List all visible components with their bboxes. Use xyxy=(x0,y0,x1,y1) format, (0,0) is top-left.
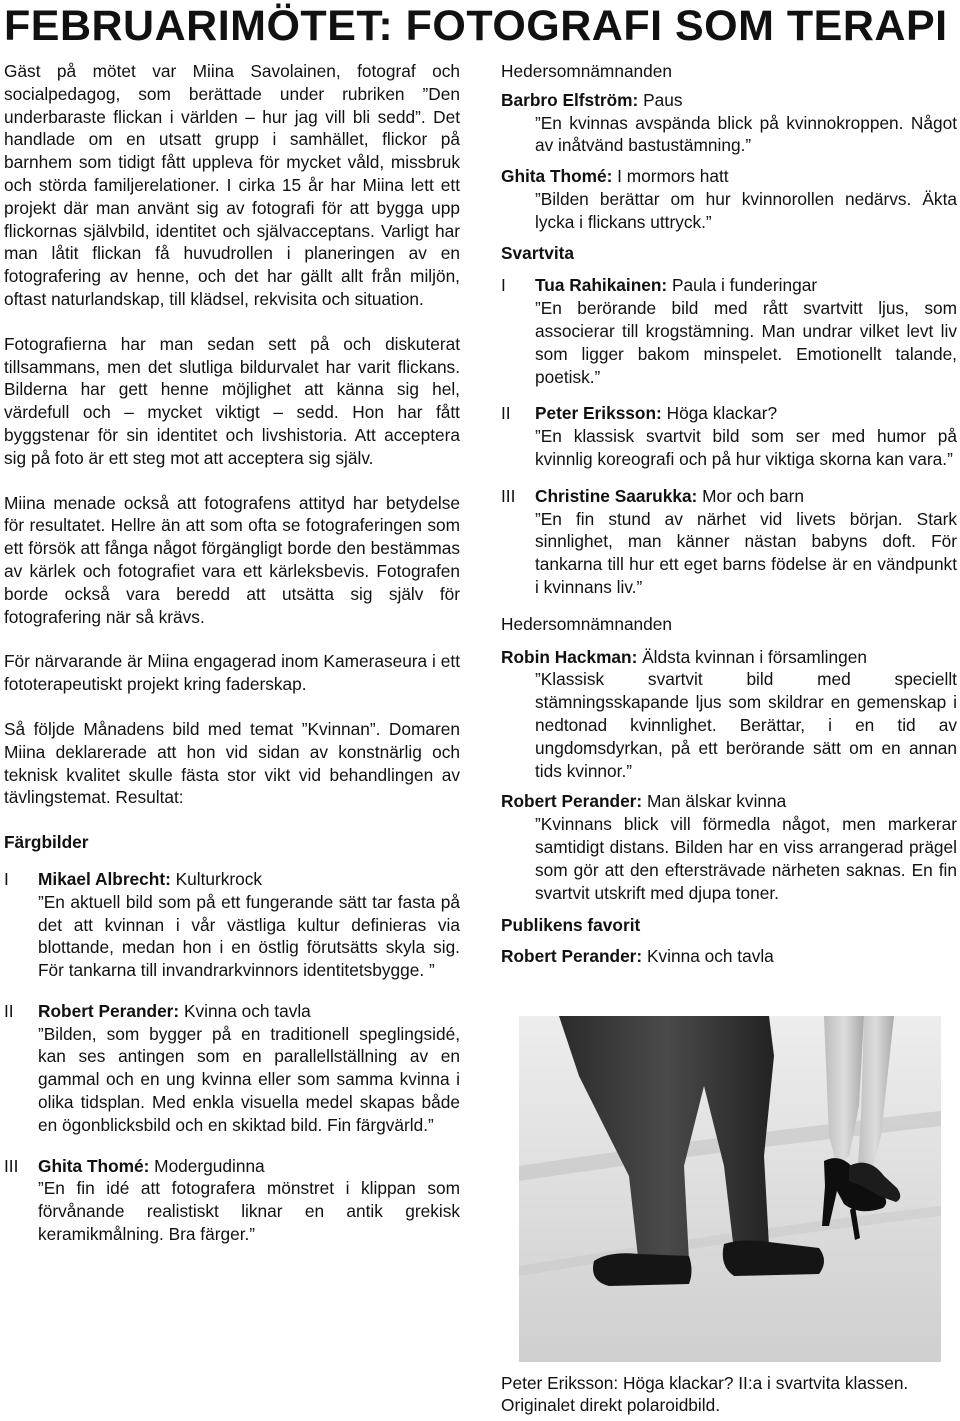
work-title: Modergudinna xyxy=(149,1155,265,1176)
photographer-name: Tua Rahikainen: xyxy=(535,275,668,296)
bw-entry xyxy=(501,402,957,470)
honorable-entry xyxy=(501,646,957,783)
photo-caption: Peter Eriksson: Höga klackar? II:a i svartvita klassen. Originalet direkt polaroidbild. xyxy=(501,1373,909,1415)
color-entry xyxy=(4,868,460,982)
photographer-name: Ghita Thomé: xyxy=(38,1155,150,1176)
rank-number: I xyxy=(501,275,506,296)
photographer-name: Robert Perander: xyxy=(501,946,643,967)
jury-comment: ”Bilden, som bygger på en traditionell speglingsidé, kan ses antingen som en parallellställning av en gammal och en ung kvinna eller som samma kvinna i olika tidsplan. Med enkla visuella medel skapas både en ögonblicksbild och en skiktad bild. Fin färgvärld.” xyxy=(38,1023,460,1135)
jury-comment: ”En klassisk svartvit bild som ser med humor på kvinnlig koreografi och på hur viktiga skorna kan vara.” xyxy=(535,426,957,469)
honorable-entry xyxy=(501,165,957,233)
work-title: Äldsta kvinnan i församlingen xyxy=(637,646,867,667)
rank-number: I xyxy=(4,868,9,889)
photographer-name: Robin Hackman: xyxy=(501,646,638,667)
paragraph: För närvarande är Miina engagerad inom Kameraseura i ett fototerapeutiskt projekt kring faderskap. xyxy=(4,651,460,695)
honorable-mentions-label: Hedersomnämnanden xyxy=(501,61,672,81)
color-section-heading: Färgbilder xyxy=(4,832,89,853)
work-title: I mormors hatt xyxy=(612,166,729,187)
paragraph: Så följde Månadens bild med temat ”Kvinnan”. Domaren Miina deklarerade att hon vid sidan av konstnärlig och teknisk kvalitet skulle fästa stor vikt vid behandlingen av tävlingstemat. Resultat: xyxy=(4,718,460,808)
photographer-name: Barbro Elfström: xyxy=(501,89,639,110)
work-title: Paula i funderingar xyxy=(667,275,818,296)
right-column xyxy=(501,60,957,968)
jury-comment: ”Kvinnans blick vill förmedla något, men markerar samtidigt distans. Bilden har en viss arrangerad prägel som gör att den eftersträvade närheten saknas. En fin svartvit utskrift med djupa toner. xyxy=(535,814,957,903)
left-column xyxy=(4,60,460,1260)
photographer-name: Peter Eriksson: xyxy=(535,403,662,424)
work-title: Paus xyxy=(638,89,683,110)
jury-comment: ”En fin idé att fotografera mönstret i klippan som förvånande realistiskt liknar en antik grekisk keramikmålning. Bra färger.” xyxy=(38,1178,460,1245)
paragraph: Gäst på mötet var Miina Savolainen, fotograf och socialpedagog, som berättade under rubriken ”Den underbaraste flickan i världen – hur jag vill bli sedd”. Det handlade om en utsatt grupp i samhället, flickor på barnhem som tidigt fått uppleva för mycket våld, missbruk och störda familjerelationer. I cirka 15 år har Miina lett ett projekt där man använt sig av fotografi för att bygga upp flickornas självbild, identitet och självacceptans. Varligt har man låtit flickan få huvudrollen i planeringen av en fotografering av henne, och det har gällt allt från miljön, oftast naturlandskap, till klädsel, rekvisita och situation. xyxy=(4,61,460,309)
honorable-entry xyxy=(501,790,957,904)
photographer-name: Mikael Albrecht: xyxy=(38,868,171,889)
color-entry xyxy=(4,1155,460,1246)
photo-high-heels xyxy=(519,1016,941,1362)
bw-entry xyxy=(501,274,957,388)
jury-comment: ”Bilden berättar om hur kvinnorollen nedärvs. Äkta lycka i flickans uttryck.” xyxy=(535,188,957,232)
bw-section-heading: Svartvita xyxy=(501,242,575,263)
jury-comment: ”Klassisk svartvit bild med speciellt stämningsskapande ljus som skildrar en gemenskap i nedtonad kvinnlighet. Berättar, i en tid av ungdomsdyrkan, på ett berörande sätt om en annan tids kvinnor.” xyxy=(535,669,957,781)
jury-comment: ”En aktuell bild som på ett fungerande sätt tar fasta på det att kvinnan i vår västliga kultur definieras via blottande, medan hon i en östlig förutsätts skyla sig. För tankarna till invandrarkvinnors identitetsbygge. ” xyxy=(38,891,460,981)
work-title: Mor och barn xyxy=(697,485,804,506)
jury-comment: ”En berörande bild med rått svartvitt ljus, som associerar till krogstämning. Man undrar vilket levt liv som ligger bakom minspelet. Emotionellt talande, poetisk.” xyxy=(535,298,957,387)
rank-number: III xyxy=(4,1155,19,1176)
rank-number: II xyxy=(501,403,511,424)
jury-comment: ”En fin stund av närhet vid livets början. Stark sinnlighet, man känner nästan babyns doft. För tankarna till hur ett eget barns födelse är en vändpunkt i kvinnans liv.” xyxy=(535,508,957,597)
jury-comment: ”En kvinnas avspända blick på kvinnokroppen. Något av inåtvänd bastustämning.” xyxy=(535,112,957,156)
work-title: Man älskar kvinna xyxy=(642,791,787,812)
work-title: Kvinna och tavla xyxy=(642,946,774,967)
work-title: Kulturkrock xyxy=(170,868,263,889)
photographer-name: Robert Perander: xyxy=(501,791,643,812)
photographer-name: Robert Perander: xyxy=(38,1000,180,1021)
bw-entry xyxy=(501,485,957,599)
paragraph: Fotografierna har man sedan sett på och diskuterat tillsammans, men det slutliga bildurvalet har varit flickans. Bilderna har gett henne möjlighet att känna sig hel, värdefull och – mycket viktigt – sedd. Hon har fått byggstenar för sin identitet och livshistoria. Att acceptera sig på foto är ett steg mot att acceptera sig själv. xyxy=(4,333,460,468)
color-entry xyxy=(4,1000,460,1137)
photographer-name: Ghita Thomé: xyxy=(501,166,613,187)
work-title: Höga klackar? xyxy=(661,403,778,424)
paragraph: Miina menade också att fotografens attityd har betydelse för resultatet. Hellre än att som ofta se fotograferingen som ett försök att fånga något förgängligt borde den bestämmas av kärlek och fotografiet vara ett kärleksbevis. Fotografen borde också vara beredd att utsätta sig själv för fotografering när så krävs. xyxy=(4,492,460,627)
article-title: FEBRUARIMÖTET: FOTOGRAFI SOM TERAPI xyxy=(4,2,948,50)
audience-favorite-heading: Publikens favorit xyxy=(501,915,641,936)
work-title: Kvinna och tavla xyxy=(179,1000,311,1021)
audience-favorite-entry xyxy=(501,945,957,968)
honorable-mentions-label: Hedersomnämnanden xyxy=(501,613,672,634)
photographer-name: Christine Saarukka: xyxy=(535,485,698,506)
rank-number: III xyxy=(501,485,516,506)
rank-number: II xyxy=(4,1000,14,1021)
honorable-entry xyxy=(501,89,957,157)
